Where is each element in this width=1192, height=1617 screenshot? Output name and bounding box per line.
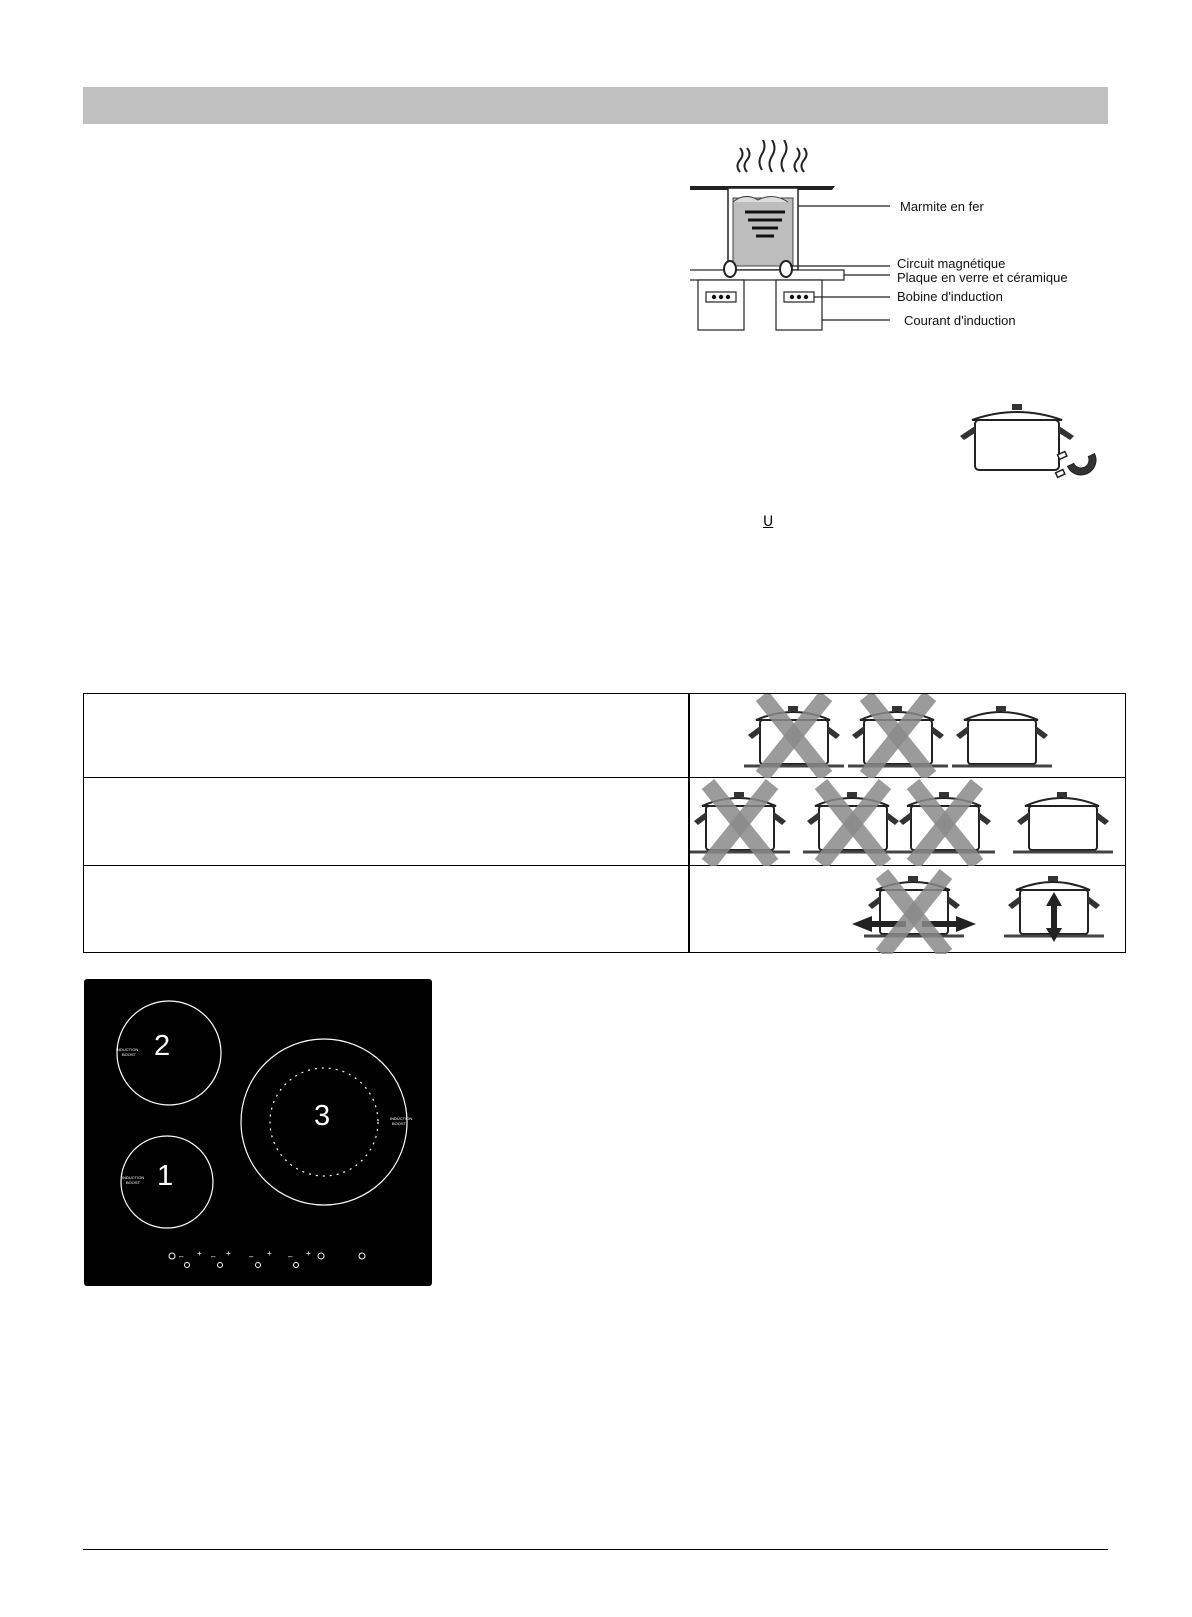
induction-diagram: [690, 140, 1130, 340]
svg-text:–: –: [211, 1252, 216, 1261]
svg-text:–: –: [249, 1252, 254, 1261]
pot-magnet-illustration: [958, 398, 1104, 498]
svg-text:BOOST: BOOST: [122, 1052, 137, 1057]
label-glass-plate: Plaque en verre et céramique: [897, 270, 1068, 285]
magnet-pot-icon: [958, 398, 1104, 498]
row3-pots-illustration: [844, 866, 1124, 954]
svg-text:+: +: [267, 1249, 272, 1258]
label-current: Courant d'induction: [904, 313, 1016, 328]
induction-hob: [84, 979, 432, 1286]
svg-text:+: +: [306, 1249, 311, 1258]
table-row: [84, 694, 1125, 778]
zone-number: 3: [314, 1100, 331, 1132]
svg-text:INDUCTION: INDUCTION: [122, 1175, 145, 1180]
label-coil: Bobine d'induction: [897, 289, 1003, 304]
svg-text:–: –: [288, 1252, 293, 1261]
table-row: [84, 866, 1125, 954]
section-header-bar: [83, 87, 1108, 124]
label-pot: Marmite en fer: [900, 199, 984, 214]
zone-number: 2: [154, 1030, 171, 1062]
zone-number: 1: [157, 1160, 174, 1192]
svg-text:BOOST: BOOST: [392, 1121, 407, 1126]
row1-pots-illustration: [732, 694, 1112, 778]
svg-text:–: –: [179, 1252, 184, 1261]
footer-rule: [83, 1549, 1108, 1550]
table-row: [84, 778, 1125, 866]
svg-text:+: +: [197, 1249, 202, 1258]
svg-text:BOOST: BOOST: [126, 1180, 141, 1185]
pot-rules-table: [83, 693, 1126, 953]
svg-text:INDUCTION: INDUCTION: [116, 1047, 139, 1052]
label-magnetic-circuit: Circuit magnétique: [897, 256, 1006, 271]
induction-diagram-illustration: [690, 140, 1130, 340]
hob-zones-illustration: [84, 979, 432, 1286]
svg-text:+: +: [226, 1249, 231, 1258]
symbol-u: U: [763, 514, 774, 530]
row2-pots-illustration: [688, 778, 1126, 866]
svg-text:INDUCTION: INDUCTION: [390, 1116, 413, 1121]
